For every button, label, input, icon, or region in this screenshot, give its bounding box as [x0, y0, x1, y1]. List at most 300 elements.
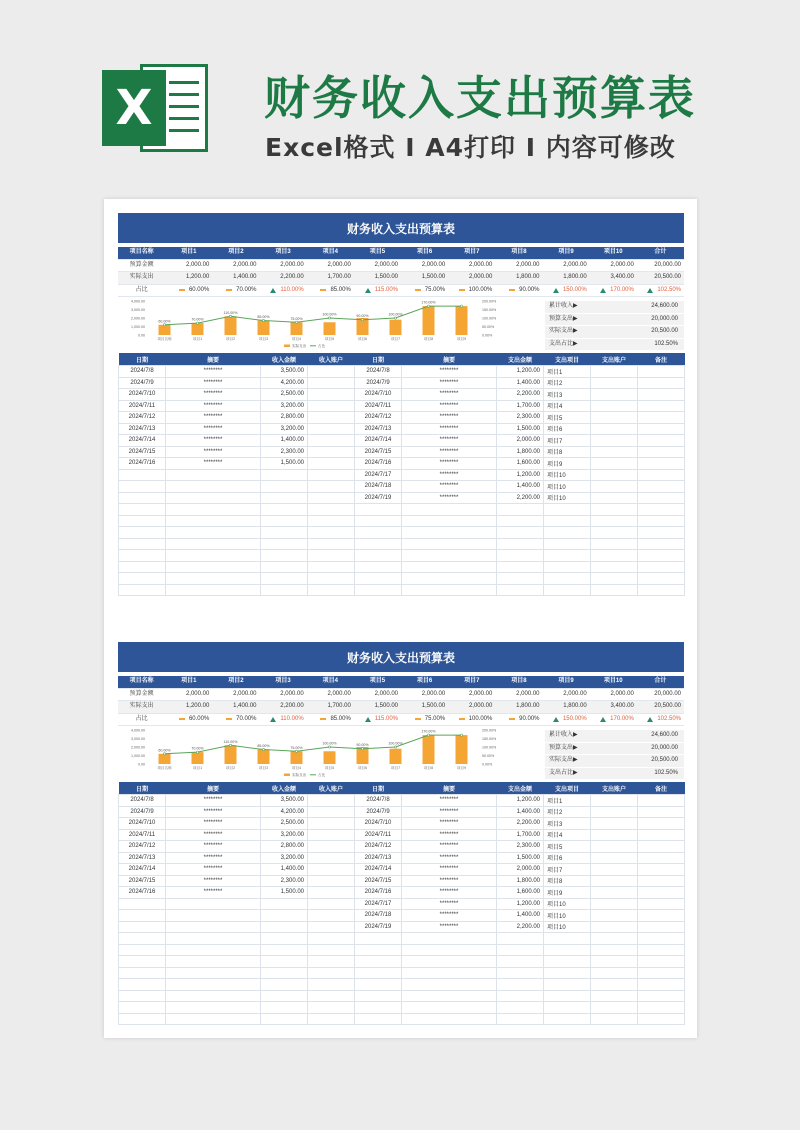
actual-cell[interactable]: 3,400.00: [590, 272, 637, 285]
income-summary-cell[interactable]: [166, 527, 261, 539]
expense-amount-cell[interactable]: 2,200.00: [497, 818, 544, 830]
income-amount-cell[interactable]: [261, 584, 308, 596]
expense-amount-cell[interactable]: [497, 956, 544, 968]
expense-account-cell[interactable]: [591, 910, 638, 922]
expense-project-cell[interactable]: 项目5: [544, 841, 591, 853]
actual-cell[interactable]: 1,500.00: [354, 272, 401, 285]
expense-project-cell[interactable]: 项目6: [544, 852, 591, 864]
income-date-cell[interactable]: [119, 481, 166, 493]
income-date-cell[interactable]: [119, 561, 166, 573]
income-amount-cell[interactable]: 2,800.00: [261, 412, 308, 424]
actual-cell[interactable]: 2,200.00: [260, 272, 307, 285]
remark-cell[interactable]: [638, 1013, 685, 1025]
income-account-cell[interactable]: [308, 979, 355, 991]
actual-cell[interactable]: 1,500.00: [401, 701, 448, 714]
budget-cell[interactable]: 2,000.00: [495, 260, 542, 273]
expense-summary-cell[interactable]: ********: [402, 887, 497, 899]
expense-date-cell[interactable]: 2024/7/18: [355, 481, 402, 493]
income-account-cell[interactable]: [308, 435, 355, 447]
income-date-cell[interactable]: [119, 910, 166, 922]
expense-summary-cell[interactable]: ********: [402, 435, 497, 447]
expense-summary-cell[interactable]: ********: [402, 423, 497, 435]
income-summary-cell[interactable]: [166, 469, 261, 481]
budget-cell[interactable]: 2,000.00: [260, 260, 307, 273]
remark-cell[interactable]: [638, 469, 685, 481]
ratio-cell[interactable]: [637, 714, 684, 727]
expense-date-cell[interactable]: [355, 550, 402, 562]
expense-summary-cell[interactable]: [402, 933, 497, 945]
expense-summary-cell[interactable]: [402, 504, 497, 516]
expense-summary-cell[interactable]: ********: [402, 389, 497, 401]
income-date-cell[interactable]: [119, 527, 166, 539]
income-account-cell[interactable]: [308, 400, 355, 412]
budget-cell[interactable]: 2,000.00: [448, 689, 495, 702]
income-account-cell[interactable]: [308, 921, 355, 933]
expense-date-cell[interactable]: [355, 515, 402, 527]
expense-account-cell[interactable]: [591, 956, 638, 968]
remark-cell[interactable]: [638, 841, 685, 853]
expense-date-cell[interactable]: [355, 538, 402, 550]
remark-cell[interactable]: [638, 400, 685, 412]
expense-account-cell[interactable]: [591, 841, 638, 853]
actual-cell[interactable]: 2,000.00: [448, 272, 495, 285]
budget-cell[interactable]: 2,000.00: [590, 689, 637, 702]
income-amount-cell[interactable]: [261, 990, 308, 1002]
income-date-cell[interactable]: 2024/7/12: [119, 412, 166, 424]
expense-date-cell[interactable]: [355, 1013, 402, 1025]
expense-account-cell[interactable]: [591, 561, 638, 573]
income-summary-cell[interactable]: ********: [166, 423, 261, 435]
income-amount-cell[interactable]: [261, 898, 308, 910]
expense-date-cell[interactable]: 2024/7/8: [355, 795, 402, 807]
income-summary-cell[interactable]: ********: [166, 818, 261, 830]
expense-project-cell[interactable]: 项目10: [544, 492, 591, 504]
expense-account-cell[interactable]: [591, 979, 638, 991]
expense-summary-cell[interactable]: ********: [402, 875, 497, 887]
income-summary-cell[interactable]: ********: [166, 852, 261, 864]
expense-date-cell[interactable]: [355, 561, 402, 573]
expense-summary-cell[interactable]: [402, 979, 497, 991]
income-summary-cell[interactable]: [166, 944, 261, 956]
remark-cell[interactable]: [638, 944, 685, 956]
income-summary-cell[interactable]: [166, 1013, 261, 1025]
actual-cell[interactable]: 1,700.00: [307, 272, 354, 285]
expense-project-cell[interactable]: 项目2: [544, 377, 591, 389]
expense-project-cell[interactable]: [544, 584, 591, 596]
income-summary-cell[interactable]: [166, 921, 261, 933]
expense-summary-cell[interactable]: ********: [402, 469, 497, 481]
expense-date-cell[interactable]: [355, 573, 402, 585]
expense-project-cell[interactable]: 项目10: [544, 469, 591, 481]
expense-amount-cell[interactable]: 1,800.00: [497, 875, 544, 887]
income-account-cell[interactable]: [308, 538, 355, 550]
ratio-cell[interactable]: [543, 714, 590, 727]
income-account-cell[interactable]: [308, 515, 355, 527]
budget-cell[interactable]: 2,000.00: [212, 260, 259, 273]
expense-summary-cell[interactable]: [402, 584, 497, 596]
income-date-cell[interactable]: [119, 921, 166, 933]
income-date-cell[interactable]: 2024/7/9: [119, 377, 166, 389]
income-account-cell[interactable]: [308, 550, 355, 562]
expense-project-cell[interactable]: 项目8: [544, 875, 591, 887]
expense-project-cell[interactable]: 项目4: [544, 400, 591, 412]
income-amount-cell[interactable]: [261, 933, 308, 945]
totals-value[interactable]: 24,600.00: [651, 732, 678, 738]
ratio-cell[interactable]: [448, 285, 495, 298]
budget-cell[interactable]: 2,000.00: [165, 689, 212, 702]
expense-summary-cell[interactable]: ********: [402, 458, 497, 470]
expense-account-cell[interactable]: [591, 458, 638, 470]
expense-account-cell[interactable]: [591, 435, 638, 447]
expense-amount-cell[interactable]: 1,500.00: [497, 423, 544, 435]
budget-cell[interactable]: 2,000.00: [448, 260, 495, 273]
actual-cell[interactable]: 3,400.00: [590, 701, 637, 714]
expense-amount-cell[interactable]: 1,400.00: [497, 806, 544, 818]
income-summary-cell[interactable]: [166, 492, 261, 504]
income-summary-cell[interactable]: [166, 898, 261, 910]
budget-cell[interactable]: 2,000.00: [401, 260, 448, 273]
expense-account-cell[interactable]: [591, 990, 638, 1002]
expense-date-cell[interactable]: 2024/7/15: [355, 875, 402, 887]
income-account-cell[interactable]: [308, 492, 355, 504]
income-date-cell[interactable]: [119, 967, 166, 979]
income-account-cell[interactable]: [308, 795, 355, 807]
income-amount-cell[interactable]: 2,300.00: [261, 875, 308, 887]
budget-cell[interactable]: 2,000.00: [354, 260, 401, 273]
income-account-cell[interactable]: [308, 504, 355, 516]
expense-date-cell[interactable]: 2024/7/11: [355, 400, 402, 412]
budget-cell[interactable]: 2,000.00: [165, 260, 212, 273]
ratio-cell[interactable]: [448, 714, 495, 727]
expense-amount-cell[interactable]: 1,800.00: [497, 446, 544, 458]
income-account-cell[interactable]: [308, 887, 355, 899]
income-amount-cell[interactable]: 1,400.00: [261, 864, 308, 876]
income-amount-cell[interactable]: 2,800.00: [261, 841, 308, 853]
expense-summary-cell[interactable]: [402, 573, 497, 585]
income-date-cell[interactable]: [119, 550, 166, 562]
expense-date-cell[interactable]: [355, 956, 402, 968]
expense-account-cell[interactable]: [591, 829, 638, 841]
remark-cell[interactable]: [638, 412, 685, 424]
ratio-cell[interactable]: [212, 714, 259, 727]
income-account-cell[interactable]: [308, 389, 355, 401]
expense-amount-cell[interactable]: 1,400.00: [497, 481, 544, 493]
expense-summary-cell[interactable]: [402, 967, 497, 979]
income-amount-cell[interactable]: 3,500.00: [261, 795, 308, 807]
expense-amount-cell[interactable]: [497, 1002, 544, 1014]
expense-summary-cell[interactable]: ********: [402, 806, 497, 818]
income-summary-cell[interactable]: ********: [166, 875, 261, 887]
expense-date-cell[interactable]: 2024/7/10: [355, 389, 402, 401]
income-date-cell[interactable]: [119, 515, 166, 527]
expense-project-cell[interactable]: [544, 1013, 591, 1025]
income-summary-cell[interactable]: ********: [166, 795, 261, 807]
income-account-cell[interactable]: [308, 1002, 355, 1014]
expense-project-cell[interactable]: 项目7: [544, 435, 591, 447]
expense-date-cell[interactable]: [355, 944, 402, 956]
actual-cell[interactable]: 1,700.00: [307, 701, 354, 714]
remark-cell[interactable]: [638, 515, 685, 527]
expense-amount-cell[interactable]: 2,300.00: [497, 841, 544, 853]
expense-date-cell[interactable]: 2024/7/12: [355, 841, 402, 853]
expense-account-cell[interactable]: [591, 818, 638, 830]
expense-amount-cell[interactable]: 1,200.00: [497, 795, 544, 807]
expense-date-cell[interactable]: 2024/7/13: [355, 852, 402, 864]
income-account-cell[interactable]: [308, 366, 355, 378]
expense-date-cell[interactable]: 2024/7/11: [355, 829, 402, 841]
expense-date-cell[interactable]: 2024/7/9: [355, 377, 402, 389]
expense-project-cell[interactable]: [544, 573, 591, 585]
ratio-cell[interactable]: [165, 285, 212, 298]
expense-project-cell[interactable]: 项目1: [544, 366, 591, 378]
income-amount-cell[interactable]: [261, 1013, 308, 1025]
expense-project-cell[interactable]: [544, 504, 591, 516]
totals-value[interactable]: 102.50%: [654, 769, 678, 776]
remark-cell[interactable]: [638, 458, 685, 470]
income-account-cell[interactable]: [308, 458, 355, 470]
expense-summary-cell[interactable]: ********: [402, 412, 497, 424]
income-summary-cell[interactable]: [166, 584, 261, 596]
expense-summary-cell[interactable]: [402, 1002, 497, 1014]
expense-date-cell[interactable]: [355, 967, 402, 979]
totals-value[interactable]: 20,500.00: [651, 757, 678, 763]
remark-cell[interactable]: [638, 561, 685, 573]
income-date-cell[interactable]: [119, 944, 166, 956]
expense-project-cell[interactable]: 项目4: [544, 829, 591, 841]
income-summary-cell[interactable]: ********: [166, 841, 261, 853]
expense-account-cell[interactable]: [591, 412, 638, 424]
actual-cell[interactable]: 1,500.00: [401, 272, 448, 285]
actual-cell[interactable]: 1,800.00: [543, 272, 590, 285]
actual-cell[interactable]: 1,400.00: [212, 701, 259, 714]
remark-cell[interactable]: [638, 887, 685, 899]
expense-amount-cell[interactable]: 1,600.00: [497, 458, 544, 470]
remark-cell[interactable]: [638, 795, 685, 807]
expense-account-cell[interactable]: [591, 852, 638, 864]
income-summary-cell[interactable]: [166, 979, 261, 991]
income-date-cell[interactable]: [119, 504, 166, 516]
expense-date-cell[interactable]: [355, 933, 402, 945]
expense-project-cell[interactable]: 项目10: [544, 910, 591, 922]
expense-date-cell[interactable]: 2024/7/18: [355, 910, 402, 922]
expense-date-cell[interactable]: [355, 504, 402, 516]
expense-project-cell[interactable]: 项目5: [544, 412, 591, 424]
income-summary-cell[interactable]: ********: [166, 400, 261, 412]
remark-cell[interactable]: [638, 446, 685, 458]
ratio-cell[interactable]: [543, 285, 590, 298]
ratio-cell[interactable]: [590, 285, 637, 298]
income-amount-cell[interactable]: [261, 538, 308, 550]
remark-cell[interactable]: [638, 990, 685, 1002]
income-account-cell[interactable]: [308, 446, 355, 458]
expense-project-cell[interactable]: [544, 515, 591, 527]
expense-amount-cell[interactable]: 1,200.00: [497, 898, 544, 910]
expense-project-cell[interactable]: [544, 550, 591, 562]
income-account-cell[interactable]: [308, 944, 355, 956]
ratio-cell[interactable]: [590, 714, 637, 727]
remark-cell[interactable]: [638, 481, 685, 493]
ratio-cell[interactable]: [307, 285, 354, 298]
income-amount-cell[interactable]: [261, 979, 308, 991]
expense-summary-cell[interactable]: ********: [402, 864, 497, 876]
budget-cell[interactable]: 2,000.00: [590, 260, 637, 273]
expense-project-cell[interactable]: 项目3: [544, 818, 591, 830]
income-account-cell[interactable]: [308, 898, 355, 910]
income-date-cell[interactable]: [119, 898, 166, 910]
expense-account-cell[interactable]: [591, 1002, 638, 1014]
income-date-cell[interactable]: 2024/7/10: [119, 818, 166, 830]
budget-cell[interactable]: 2,000.00: [307, 260, 354, 273]
budget-cell[interactable]: 2,000.00: [307, 689, 354, 702]
remark-cell[interactable]: [638, 538, 685, 550]
expense-project-cell[interactable]: 项目10: [544, 921, 591, 933]
income-date-cell[interactable]: 2024/7/13: [119, 423, 166, 435]
expense-summary-cell[interactable]: ********: [402, 481, 497, 493]
income-account-cell[interactable]: [308, 806, 355, 818]
income-amount-cell[interactable]: [261, 527, 308, 539]
income-date-cell[interactable]: [119, 979, 166, 991]
income-date-cell[interactable]: 2024/7/16: [119, 887, 166, 899]
expense-date-cell[interactable]: 2024/7/17: [355, 469, 402, 481]
expense-project-cell[interactable]: 项目8: [544, 446, 591, 458]
budget-cell[interactable]: 2,000.00: [260, 689, 307, 702]
expense-amount-cell[interactable]: 2,200.00: [497, 921, 544, 933]
expense-project-cell[interactable]: 项目10: [544, 898, 591, 910]
remark-cell[interactable]: [638, 550, 685, 562]
income-date-cell[interactable]: [119, 1002, 166, 1014]
income-date-cell[interactable]: 2024/7/14: [119, 864, 166, 876]
expense-amount-cell[interactable]: [497, 550, 544, 562]
expense-summary-cell[interactable]: ********: [402, 818, 497, 830]
income-date-cell[interactable]: [119, 956, 166, 968]
expense-project-cell[interactable]: [544, 990, 591, 1002]
expense-account-cell[interactable]: [591, 538, 638, 550]
income-date-cell[interactable]: 2024/7/15: [119, 875, 166, 887]
income-date-cell[interactable]: [119, 538, 166, 550]
expense-date-cell[interactable]: 2024/7/15: [355, 446, 402, 458]
income-date-cell[interactable]: [119, 469, 166, 481]
expense-project-cell[interactable]: 项目1: [544, 795, 591, 807]
expense-project-cell[interactable]: 项目9: [544, 887, 591, 899]
expense-amount-cell[interactable]: 2,200.00: [497, 389, 544, 401]
expense-summary-cell[interactable]: ********: [402, 446, 497, 458]
ratio-cell[interactable]: [260, 714, 307, 727]
income-summary-cell[interactable]: [166, 538, 261, 550]
expense-project-cell[interactable]: [544, 944, 591, 956]
income-summary-cell[interactable]: [166, 933, 261, 945]
income-summary-cell[interactable]: [166, 504, 261, 516]
remark-cell[interactable]: [638, 933, 685, 945]
income-amount-cell[interactable]: [261, 956, 308, 968]
remark-cell[interactable]: [638, 377, 685, 389]
ratio-cell[interactable]: [354, 285, 401, 298]
expense-account-cell[interactable]: [591, 377, 638, 389]
income-date-cell[interactable]: 2024/7/14: [119, 435, 166, 447]
expense-summary-cell[interactable]: [402, 550, 497, 562]
expense-account-cell[interactable]: [591, 875, 638, 887]
ratio-cell[interactable]: [495, 285, 542, 298]
budget-cell[interactable]: 20,000.00: [637, 260, 684, 273]
remark-cell[interactable]: [638, 492, 685, 504]
expense-project-cell[interactable]: [544, 967, 591, 979]
income-account-cell[interactable]: [308, 852, 355, 864]
actual-cell[interactable]: 1,400.00: [212, 272, 259, 285]
expense-date-cell[interactable]: [355, 1002, 402, 1014]
income-summary-cell[interactable]: ********: [166, 435, 261, 447]
income-date-cell[interactable]: 2024/7/10: [119, 389, 166, 401]
income-summary-cell[interactable]: [166, 910, 261, 922]
income-amount-cell[interactable]: 2,300.00: [261, 446, 308, 458]
expense-amount-cell[interactable]: [497, 967, 544, 979]
budget-cell[interactable]: 2,000.00: [543, 260, 590, 273]
income-date-cell[interactable]: 2024/7/15: [119, 446, 166, 458]
income-amount-cell[interactable]: 2,500.00: [261, 818, 308, 830]
income-account-cell[interactable]: [308, 527, 355, 539]
expense-summary-cell[interactable]: [402, 956, 497, 968]
expense-account-cell[interactable]: [591, 795, 638, 807]
income-date-cell[interactable]: [119, 584, 166, 596]
income-account-cell[interactable]: [308, 910, 355, 922]
income-amount-cell[interactable]: 3,200.00: [261, 852, 308, 864]
income-amount-cell[interactable]: 3,200.00: [261, 423, 308, 435]
expense-summary-cell[interactable]: ********: [402, 829, 497, 841]
income-account-cell[interactable]: [308, 481, 355, 493]
income-summary-cell[interactable]: [166, 481, 261, 493]
expense-date-cell[interactable]: 2024/7/12: [355, 412, 402, 424]
expense-summary-cell[interactable]: ********: [402, 910, 497, 922]
income-date-cell[interactable]: 2024/7/11: [119, 829, 166, 841]
expense-date-cell[interactable]: 2024/7/16: [355, 887, 402, 899]
expense-summary-cell[interactable]: ********: [402, 366, 497, 378]
expense-amount-cell[interactable]: [497, 979, 544, 991]
expense-project-cell[interactable]: 项目9: [544, 458, 591, 470]
remark-cell[interactable]: [638, 921, 685, 933]
expense-amount-cell[interactable]: [497, 573, 544, 585]
expense-date-cell[interactable]: 2024/7/14: [355, 864, 402, 876]
income-account-cell[interactable]: [308, 561, 355, 573]
expense-amount-cell[interactable]: [497, 584, 544, 596]
expense-date-cell[interactable]: 2024/7/14: [355, 435, 402, 447]
income-amount-cell[interactable]: [261, 944, 308, 956]
remark-cell[interactable]: [638, 573, 685, 585]
income-summary-cell[interactable]: [166, 1002, 261, 1014]
income-account-cell[interactable]: [308, 875, 355, 887]
expense-account-cell[interactable]: [591, 469, 638, 481]
remark-cell[interactable]: [638, 910, 685, 922]
expense-account-cell[interactable]: [591, 550, 638, 562]
expense-account-cell[interactable]: [591, 366, 638, 378]
income-amount-cell[interactable]: 4,200.00: [261, 377, 308, 389]
expense-account-cell[interactable]: [591, 515, 638, 527]
expense-account-cell[interactable]: [591, 504, 638, 516]
income-amount-cell[interactable]: 2,500.00: [261, 389, 308, 401]
expense-amount-cell[interactable]: [497, 538, 544, 550]
expense-date-cell[interactable]: [355, 979, 402, 991]
income-account-cell[interactable]: [308, 829, 355, 841]
expense-date-cell[interactable]: [355, 527, 402, 539]
income-summary-cell[interactable]: [166, 561, 261, 573]
totals-value[interactable]: 20,000.00: [651, 315, 678, 322]
budget-cell[interactable]: 20,000.00: [637, 689, 684, 702]
totals-value[interactable]: 20,500.00: [651, 328, 678, 334]
remark-cell[interactable]: [638, 366, 685, 378]
remark-cell[interactable]: [638, 584, 685, 596]
actual-cell[interactable]: 20,500.00: [637, 701, 684, 714]
income-summary-cell[interactable]: ********: [166, 389, 261, 401]
expense-project-cell[interactable]: [544, 1002, 591, 1014]
expense-project-cell[interactable]: [544, 538, 591, 550]
income-date-cell[interactable]: [119, 573, 166, 585]
